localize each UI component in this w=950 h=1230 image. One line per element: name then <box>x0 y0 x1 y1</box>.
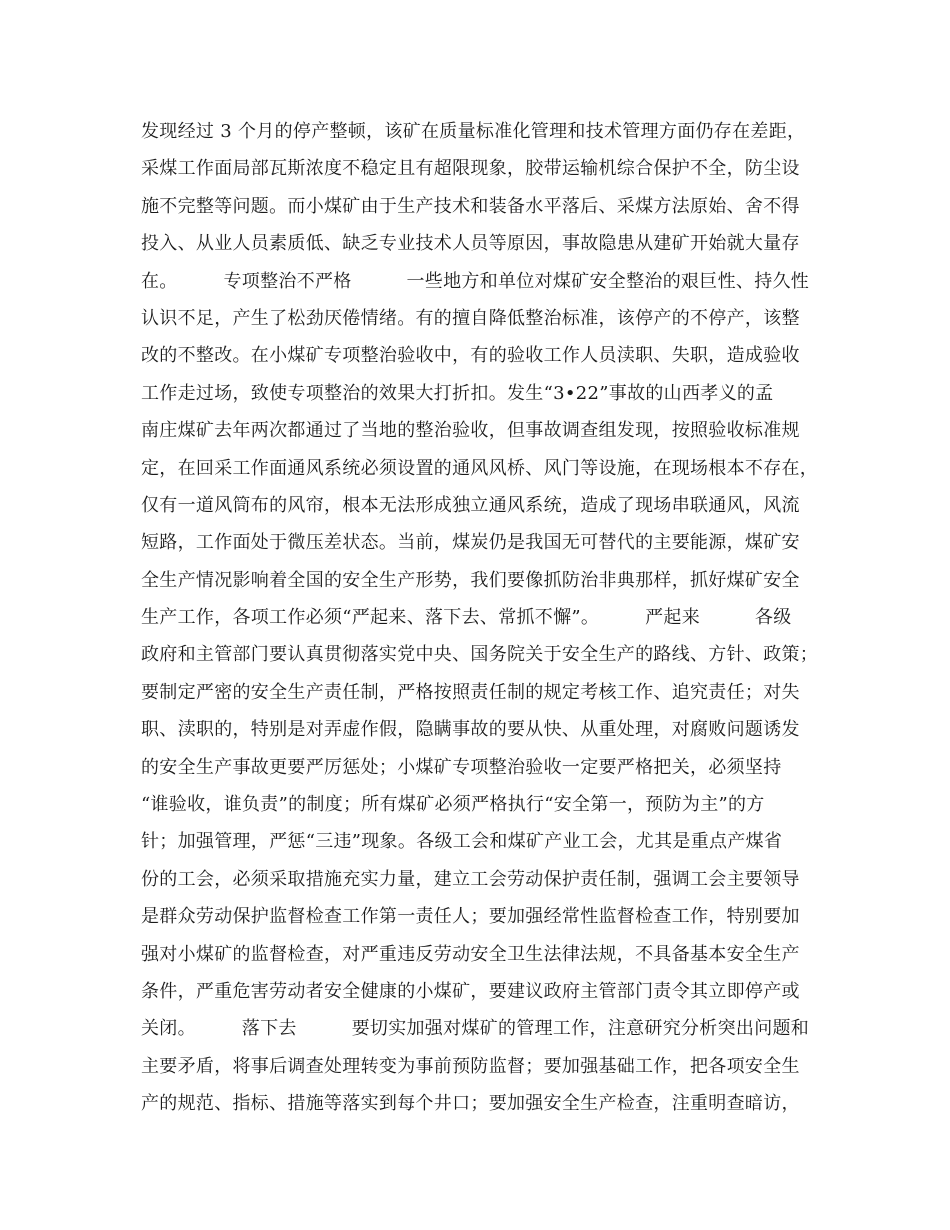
text-line: 生产工作，各项工作必须“严起来、落下去、常抓不懈”。 严起来 各级 <box>141 607 792 629</box>
text-line: 投入、从业人员素质低、缺乏专业技术人员等原因，事故隐患从建矿开始就大量存 <box>141 233 800 255</box>
text-line: 施不完整等问题。而小煤矿由于生产技术和装备水平落后、采煤方法原始、舍不得 <box>141 195 800 217</box>
text-line: 南庄煤矿去年两次都通过了当地的整治验收，但事故调查组发现，按照验收标准规 <box>141 420 800 442</box>
text-line: 在。 专项整治不严格 一些地方和单位对煤矿安全整治的艰巨性、持久性 <box>141 270 810 292</box>
text-line: 针；加强管理，严惩“三违”现象。各级工会和煤矿产业工会，尤其是重点产煤省 <box>141 831 783 853</box>
text-line: 全生产情况影响着全国的安全生产形势，我们要像抓防治非典那样，抓好煤矿安全 <box>141 569 800 591</box>
text-line: 定，在回采工作面通风系统必须设置的通风风桥、风门等设施，在现场根本不存在， <box>141 457 819 479</box>
text-line: 短路，工作面处于微压差状态。当前，煤炭仍是我国无可替代的主要能源，煤矿安 <box>141 532 800 554</box>
body-text <box>141 113 831 1123</box>
text-line: 改的不整改。在小煤矿专项整治验收中，有的验收工作人员渎职、失职，造成验收 <box>141 345 800 367</box>
text-line: 份的工会，必须采取措施充实力量，建立工会劳动保护责任制，强调工会主要领导 <box>141 868 800 890</box>
text-line: “谁验收，谁负责”的制度；所有煤矿必须严格执行“安全第一，预防为主”的方 <box>141 794 765 816</box>
text-line: 工作走过场，致使专项整治的效果大打折扣。发生“3•22”事故的山西孝义的孟 <box>141 382 774 404</box>
text-line: 仅有一道风筒布的风帘，根本无法形成独立通风系统，造成了现场串联通风，风流 <box>141 494 800 516</box>
text-line: 主要矛盾，将事后调查处理转变为事前预防监督；要加强基础工作，把各项安全生 <box>141 1055 800 1077</box>
text-line: 采煤工作面局部瓦斯浓度不稳定且有超限现象，胶带运输机综合保护不全，防尘设 <box>141 158 800 180</box>
text-line: 要制定严密的安全生产责任制，严格按照责任制的规定考核工作、追究责任；对失 <box>141 681 800 703</box>
text-line: 的安全生产事故更要严厉惩处；小煤矿专项整治验收一定要严格把关，必须坚持 <box>141 756 782 778</box>
text-line: 强对小煤矿的监督检查，对严重违反劳动安全卫生法律法规，不具备基本安全生产 <box>141 943 800 965</box>
text-line: 认识不足，产生了松劲厌倦情绪。有的擅自降低整治标准，该停产的不停产，该整 <box>141 307 800 329</box>
text-line: 关闭。 落下去 要切实加强对煤矿的管理工作，注意研究分析突出问题和 <box>141 1018 810 1040</box>
text-line: 产的规范、指标、措施等落实到每个井口；要加强安全生产检查，注重明查暗访， <box>141 1093 800 1115</box>
text-line: 是群众劳动保护监督检查工作第一责任人；要加强经常性监督检查工作，特别要加 <box>141 906 800 928</box>
text-line: 政府和主管部门要认真贯彻落实党中央、国务院关于安全生产的路线、方针、政策； <box>141 644 819 666</box>
text-line: 职、渎职的，特别是对弄虚作假，隐瞒事故的要从快、从重处理，对腐败问题诱发 <box>141 719 800 741</box>
text-line: 发现经过 3 个月的停产整顿，该矿在质量标准化管理和技术管理方面仍存在差距， <box>141 121 806 142</box>
text-line: 条件，严重危害劳动者安全健康的小煤矿，要建议政府主管部门责令其立即停产或 <box>141 980 800 1002</box>
